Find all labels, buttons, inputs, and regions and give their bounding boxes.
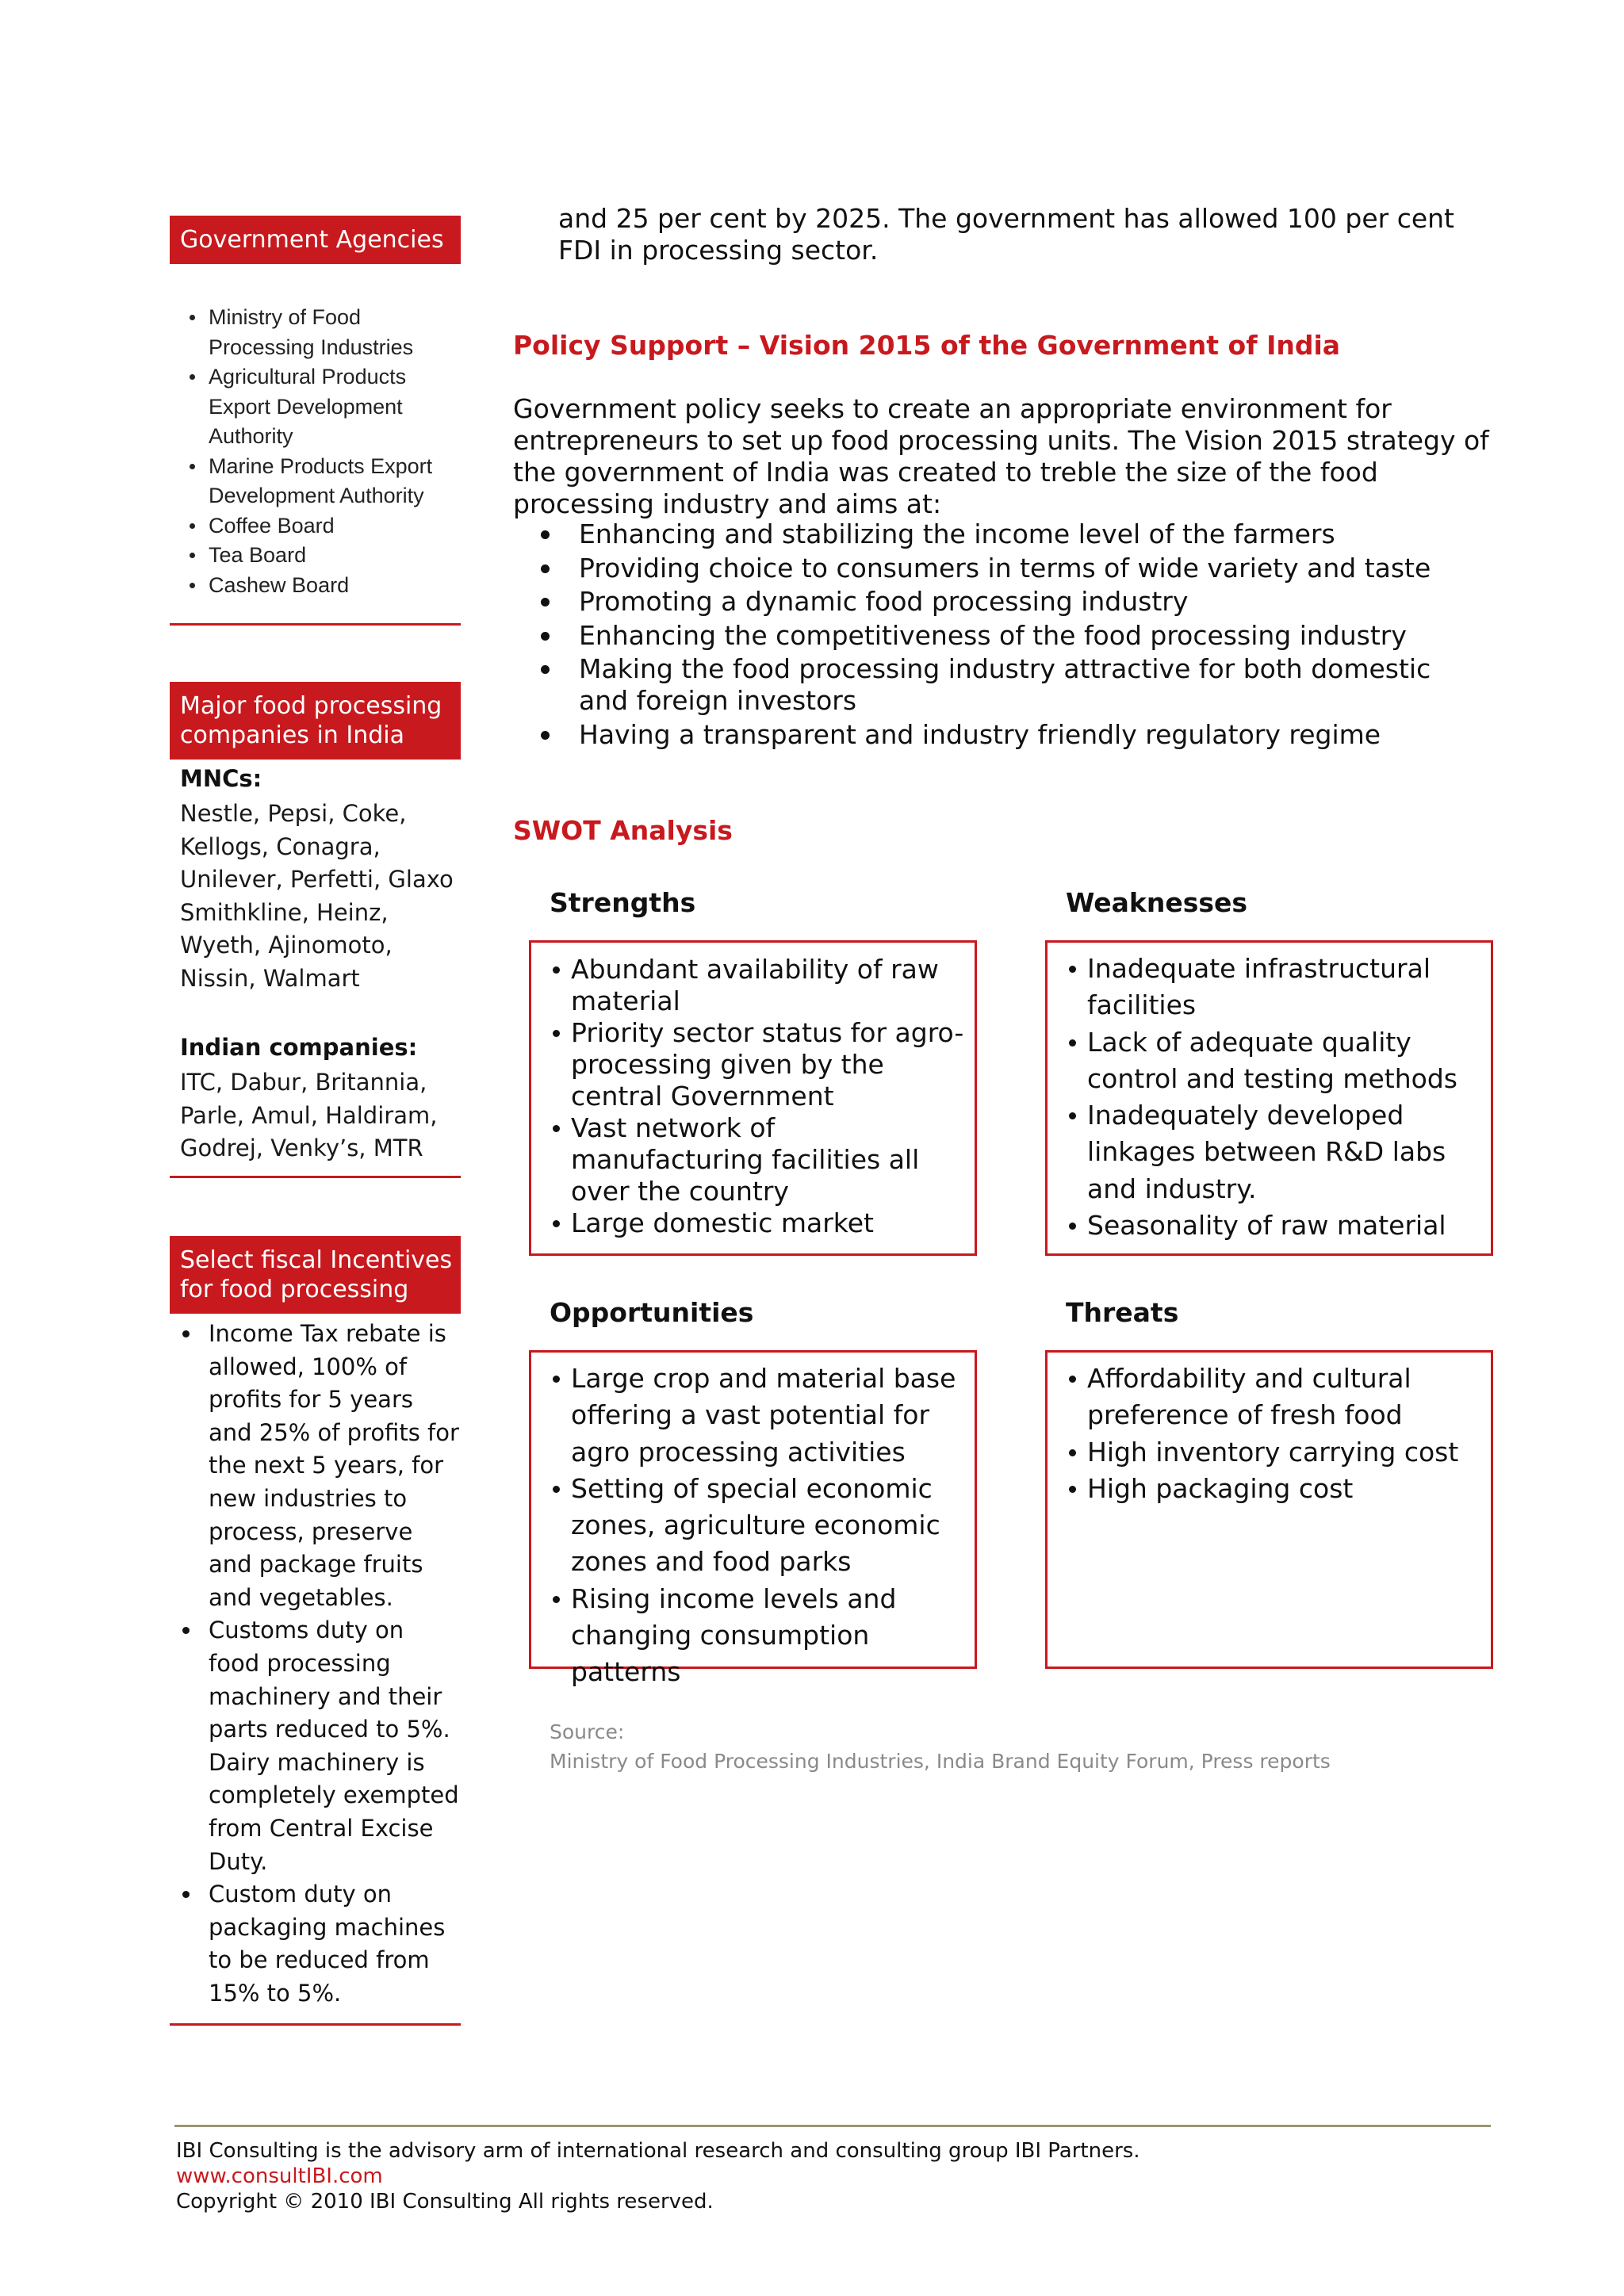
source-label: Source: (550, 1720, 625, 1743)
source-text: Ministry of Food Processing Industries, India Brand Equity Forum, Press reports (550, 1750, 1331, 1773)
footer-website-link-container (176, 2164, 383, 2189)
fiscal-incentives-list (178, 1318, 459, 2010)
companies-heading (170, 682, 461, 760)
mncs-label: MNCs: (180, 765, 262, 792)
list-item: Affordability and cultural preference of fresh food (1067, 1360, 1483, 1434)
list-item: Lack of adequate quality control and testing methods (1067, 1024, 1483, 1098)
list-item: Agricultural Products Export Development Authority (186, 362, 459, 452)
list-item: High inventory carrying cost (1067, 1434, 1483, 1471)
list-item: Abundant availability of raw material (551, 954, 967, 1017)
list-item: Providing choice to consumers in terms of wide variety and taste (541, 553, 1453, 584)
opportunities-label: Opportunities (550, 1297, 754, 1328)
fiscal-incentives-heading (170, 1236, 461, 1314)
weaknesses-box (1045, 940, 1493, 1256)
policy-paragraph-line: processing industry and aims at: (513, 488, 942, 519)
list-item: Customs duty on food processing machinery and their parts reduced to 5%. Dairy machinery is completely exempted from Central Excise Duty. (178, 1614, 459, 1878)
threats-list (1067, 1360, 1483, 1507)
list-item: Coffee Board (186, 511, 459, 541)
threats-label: Threats (1066, 1297, 1179, 1328)
weaknesses-list (1067, 951, 1483, 1244)
intro-text-line: FDI in processing sector. (558, 235, 879, 266)
list-item: Marine Products Export Development Authority (186, 452, 459, 511)
policy-paragraph-line: Government policy seeks to create an appropriate environment for (513, 393, 1392, 424)
list-item: Inadequate infrastructural facilities (1067, 951, 1483, 1024)
mncs-list-text: Nestle, Pepsi, Coke, Kellogs, Conagra, Unilever, Perfetti, Glaxo Smithkline, Heinz, Wyeth, Ajinomoto, Nissin, Walmart (180, 800, 454, 992)
section-divider (170, 2023, 461, 2026)
strengths-label: Strengths (550, 887, 696, 918)
list-item: Seasonality of raw material (1067, 1207, 1483, 1244)
strengths-list (551, 954, 967, 1239)
list-item: Cashew Board (186, 571, 459, 601)
list-item: Inadequately developed linkages between R&D labs and industry. (1067, 1097, 1483, 1207)
policy-paragraph-line: the government of India was created to treble the size of the food (513, 457, 1378, 488)
list-item: Rising income levels and changing consumption patterns (551, 1581, 967, 1691)
indian-companies-label: Indian companies: (180, 1034, 418, 1061)
government-agencies-heading (170, 216, 461, 264)
opportunities-box (529, 1350, 977, 1688)
list-item: Priority sector status for agro-processing given by the central Government (551, 1017, 967, 1112)
footer-website-link[interactable]: www.consultIBI.com (176, 2164, 383, 2188)
list-item: Vast network of manufacturing facilities all over the country (551, 1112, 967, 1207)
fiscal-incentives-title: Select fiscal Incentives for food processing (180, 1246, 453, 1303)
list-item: Setting of special economic zones, agriculture economic zones and food parks (551, 1471, 967, 1581)
list-item: Promoting a dynamic food processing industry (541, 586, 1453, 618)
swot-heading: SWOT Analysis (513, 815, 733, 846)
policy-aims-list (541, 519, 1453, 752)
weaknesses-label: Weaknesses (1066, 887, 1248, 918)
section-divider (170, 1176, 461, 1178)
list-item: Custom duty on packaging machines to be reduced from 15% to 5%. (178, 1878, 459, 2010)
government-agencies-title: Government Agencies (180, 226, 444, 254)
list-item: Enhancing and stabilizing the income level of the farmers (541, 519, 1453, 550)
list-item: Large crop and material base offering a vast potential for agro processing activities (551, 1360, 967, 1471)
policy-heading: Policy Support – Vision 2015 of the Government of India (513, 330, 1341, 361)
threats-box (1045, 1350, 1493, 1669)
government-agencies-list (186, 303, 459, 600)
list-item: Enhancing the competitiveness of the food processing industry (541, 620, 1453, 652)
list-item: Having a transparent and industry friendly regulatory regime (541, 719, 1453, 751)
intro-text-line: and 25 per cent by 2025. The government has allowed 100 per cent (558, 203, 1454, 234)
footer-copyright: Copyright © 2010 IBI Consulting All rights reserved. (176, 2190, 714, 2214)
opportunities-list (551, 1360, 967, 1691)
list-item: Large domestic market (551, 1207, 967, 1239)
list-item: Making the food processing industry attractive for both domestic and foreign investors (541, 653, 1453, 717)
indian-companies-text: ITC, Dabur, Britannia, Parle, Amul, Haldiram, Godrej, Venky’s, MTR (180, 1069, 438, 1161)
companies-title: Major food processing companies in India (180, 692, 442, 749)
section-divider (170, 623, 461, 626)
footer-divider (174, 2125, 1491, 2127)
policy-paragraph-line: entrepreneurs to set up food processing units. The Vision 2015 strategy of (513, 425, 1489, 456)
list-item: Tea Board (186, 541, 459, 571)
strengths-box (529, 940, 977, 1256)
footer-description: IBI Consulting is the advisory arm of international research and consulting group IBI Partners. (176, 2139, 1140, 2163)
list-item: Ministry of Food Processing Industries (186, 303, 459, 362)
list-item: High packaging cost (1067, 1471, 1483, 1507)
list-item: Income Tax rebate is allowed, 100% of profits for 5 years and 25% of profits for the next 5 years, for new industries to process, preserve and package fruits and vegetables. (178, 1318, 459, 1614)
